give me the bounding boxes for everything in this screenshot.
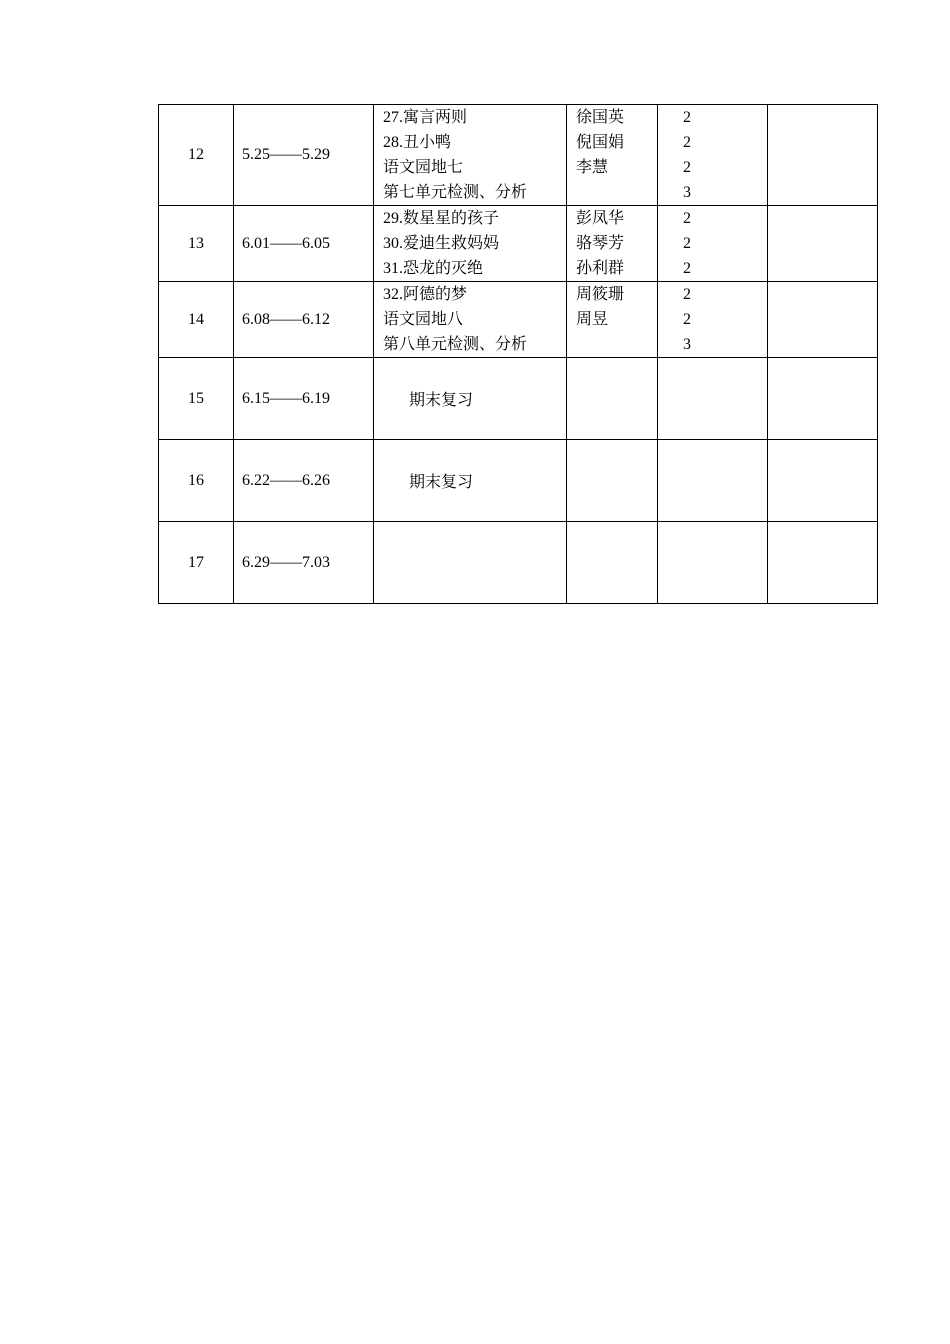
hours-value: 2 [683, 311, 691, 328]
lesson-item: 31.恐龙的灭绝 [383, 260, 484, 277]
date-cell: 6.01——6.05 [234, 206, 374, 282]
date-cell: 6.22——6.26 [234, 440, 374, 522]
hours-value: 2 [683, 109, 691, 126]
week-cell: 16 [159, 440, 234, 522]
hours-cell [658, 522, 768, 604]
lesson-item: 29.数星星的孩子 [383, 210, 500, 227]
hours-value: 2 [683, 134, 691, 151]
content-cell [374, 522, 567, 604]
teacher-name: 李慧 [576, 159, 609, 176]
table-row [159, 440, 878, 522]
hours-cell [658, 105, 768, 206]
table-row [159, 105, 878, 206]
date-cell: 6.08——6.12 [234, 282, 374, 358]
hours-value: 3 [683, 336, 691, 353]
schedule-table [158, 104, 878, 604]
week-cell: 14 [159, 282, 234, 358]
teacher-name: 倪国娟 [576, 134, 625, 151]
teacher-cell [567, 522, 658, 604]
table-row [159, 282, 878, 358]
lesson-item: 语文园地七 [383, 159, 464, 176]
content-cell [374, 282, 567, 358]
lesson-item: 第八单元检测、分析 [383, 336, 528, 353]
lesson-item: 28.丑小鸭 [383, 134, 452, 151]
hours-value: 2 [683, 210, 691, 227]
content-cell [374, 206, 567, 282]
teacher-cell [567, 358, 658, 440]
week-cell: 12 [159, 105, 234, 206]
hours-value: 2 [683, 235, 691, 252]
table-row [159, 358, 878, 440]
date-cell: 6.15——6.19 [234, 358, 374, 440]
week-cell: 17 [159, 522, 234, 604]
hours-cell [658, 440, 768, 522]
teacher-name: 周昱 [576, 311, 609, 328]
note-cell [768, 522, 878, 604]
date-cell: 5.25——5.29 [234, 105, 374, 206]
lesson-item: 期末复习 [409, 392, 474, 409]
hours-cell [658, 282, 768, 358]
teacher-cell [567, 206, 658, 282]
table-row [159, 522, 878, 604]
week-cell: 15 [159, 358, 234, 440]
lesson-item: 语文园地八 [383, 311, 464, 328]
teacher-cell [567, 440, 658, 522]
note-cell [768, 206, 878, 282]
content-cell [374, 358, 567, 440]
hours-cell [658, 358, 768, 440]
teacher-name: 徐国英 [576, 109, 625, 126]
hours-cell [658, 206, 768, 282]
week-cell: 13 [159, 206, 234, 282]
note-cell [768, 440, 878, 522]
lesson-item: 30.爱迪生救妈妈 [383, 235, 500, 252]
teacher-name: 骆琴芳 [576, 235, 625, 252]
lesson-item: 32.阿德的梦 [383, 286, 468, 303]
teacher-name: 周筱珊 [576, 286, 625, 303]
lesson-item: 期末复习 [409, 474, 474, 491]
date-cell: 6.29——7.03 [234, 522, 374, 604]
teacher-cell [567, 105, 658, 206]
teacher-cell [567, 282, 658, 358]
teacher-name: 彭凤华 [576, 210, 625, 227]
hours-value: 2 [683, 286, 691, 303]
note-cell [768, 105, 878, 206]
note-cell [768, 358, 878, 440]
hours-value: 2 [683, 159, 691, 176]
hours-value: 3 [683, 184, 691, 201]
table-row [159, 206, 878, 282]
note-cell [768, 282, 878, 358]
content-cell [374, 105, 567, 206]
teacher-name: 孙利群 [576, 260, 625, 277]
hours-value: 2 [683, 260, 691, 277]
lesson-item: 27.寓言两则 [383, 109, 468, 126]
content-cell [374, 440, 567, 522]
lesson-item: 第七单元检测、分析 [383, 184, 528, 201]
